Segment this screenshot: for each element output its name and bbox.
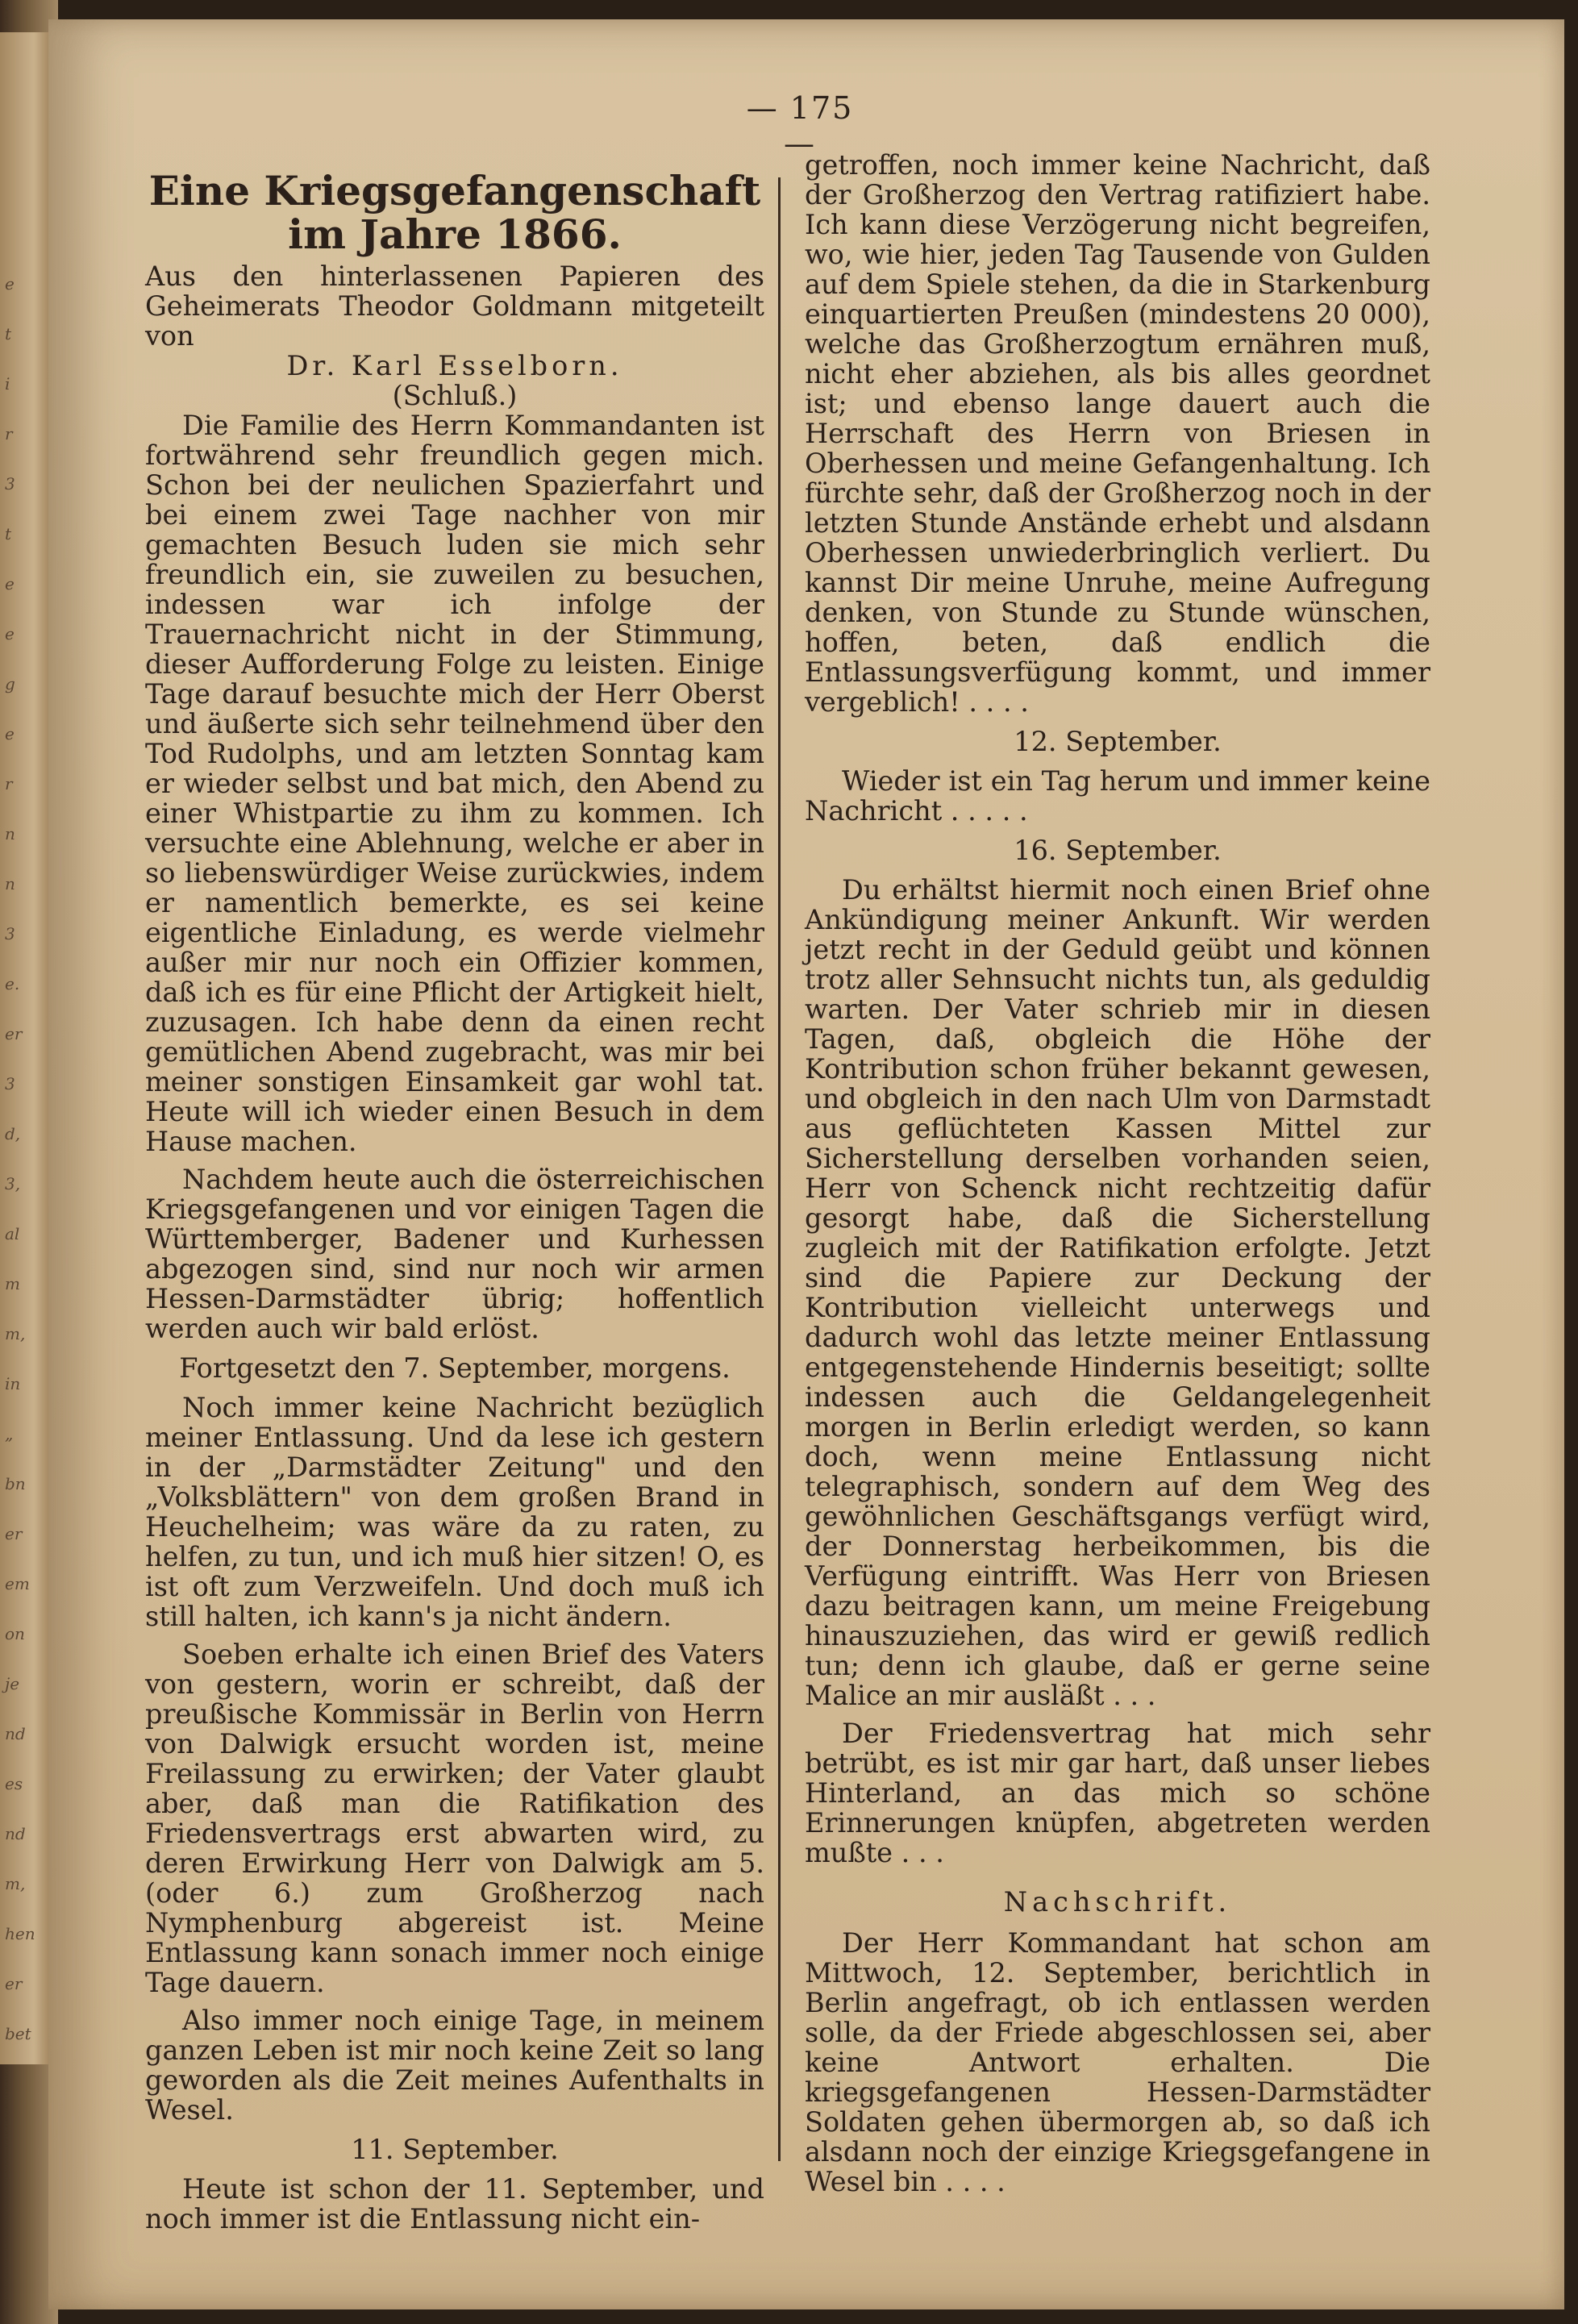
facing-page-fragment: es (5, 1774, 23, 1793)
facing-page-fragment: e (5, 274, 15, 294)
facing-page-fragment: e (5, 624, 15, 643)
facing-page-fragment: 3 (5, 1074, 15, 1093)
date-heading-sept16: 16. September. (1014, 835, 1222, 866)
facing-page-fragment: nd (5, 1724, 26, 1743)
facing-page-fragment: 3 (5, 924, 15, 943)
facing-page-fragment: g (5, 674, 15, 693)
facing-page-fragment: 3 (5, 474, 15, 494)
date-heading-sept7: Fortgesetzt den 7. September, morgens. (179, 1352, 731, 1384)
facing-page-fragment: er (5, 1024, 23, 1043)
page-number: — 175 — (746, 90, 854, 161)
date-heading-sept11: 11. September. (351, 2134, 559, 2165)
paragraph: Noch immer keine Nachricht bezüglich meiner Entlassung. Und da lese ich gestern in der „Darmstädter Zeitung" und den „Volksblättern" von dem großen Brand in Heuchelheim; was wäre da zu raten, zu helfen, zu tun, und ich muß hier sitzen! O, es ist oft zum Verzweifeln. Und doch muß ich still halten, ich kann's ja nicht ändern. (145, 1392, 764, 1632)
facing-page-fragment: 3, (5, 1174, 21, 1193)
book-page (48, 19, 1564, 2309)
postscript-paragraph: Der Herr Kommandant hat schon am Mittwoch, 12. September, berichtlich in Berlin angefragt, ob ich entlassen werden solle, da der Friede abgeschlossen sei, aber keine Antwort erhalten. Die kriegsgefangenen Hessen-Darmstädter Soldaten gehen übermorgen ab, so daß ich alsdann noch der einzige Kriegsgefangene in Wesel bin . . . . (805, 1927, 1430, 2197)
paragraph: Soeben erhalte ich einen Brief des Vaters von gestern, worin er schreibt, daß der preußische Kommissär in Berlin von Herrn von Dalwigk ersucht worden ist, meine Freilassung zu erwirken; der Vater glaubt aber, daß man die Ratifikation des Friedensvertrags erst abwarten wird, zu deren Erwirkung Herr von Dalwigk am 5. (oder 6.) zum Großherzog nach Nymphenburg abgereist ist. Meine Entlassung kann sonach immer noch einige Tage dauern. (145, 1639, 764, 1998)
facing-page-fragment: je (5, 1674, 20, 1693)
facing-page-fragment: m, (5, 1874, 26, 1893)
facing-page-fragment: bet (5, 2024, 31, 2043)
facing-page-fragment: „ (5, 1424, 14, 1443)
facing-page-fragment: e (5, 574, 15, 593)
facing-page-fragment: r (5, 774, 13, 793)
postscript-heading: Nachschrift. (1003, 1886, 1232, 1918)
column-divider (778, 177, 781, 2161)
paragraph: Die Familie des Herrn Kommandanten ist fortwährend sehr freundlich gegen mich. Schon bei der neulichen Spazierfahrt und bei einem zwei Tage nachher von mir gemachten Besuch luden sie mich sehr freundlich ein, sie zuweilen zu besuchen, indessen war ich infolge der Trauernachricht nicht in der Stimmung, dieser Aufforderung Folge zu leisten. Einige Tage darauf besuchte mich der Herr Oberst und äußerte sich sehr teilnehmend über den Tod Rudolphs, und am letzten Sonntag kam er wieder selbst und bat mich, den Abend zu einer Whistpartie zu ihm zu kommen. Ich versuchte eine Ablehnung, welche er aber in so liebenswürdiger Weise zurückwies, indem er namentlich bemerkte, es sei keine eigentliche Einladung, es werde vielmehr außer mir nur noch ein Offizier kommen, daß ich es für eine Pflicht der Artigkeit hielt, zuzusagen. Ich habe denn da einen recht gemütlichen Abend zugebracht, was mir bei meiner sonstigen Einsamkeit gar wohl tat. Heute will ich wieder einen Besuch in dem Hause machen. (145, 410, 764, 1157)
facing-page-fragment: n (5, 874, 15, 893)
facing-page-fragment: e (5, 724, 15, 743)
facing-page-fragment: i (5, 374, 10, 394)
facing-page-fragment: e. (5, 974, 20, 993)
facing-page-edge (0, 32, 48, 2064)
facing-page-fragment: al (5, 1224, 20, 1243)
facing-page-fragment: t (5, 524, 12, 544)
paragraph: Wieder ist ein Tag herum und immer keine Nachricht . . . . . (805, 765, 1430, 827)
left-column (145, 169, 764, 2234)
facing-page-fragment: m (5, 1274, 20, 1293)
paragraph-continued: getroffen, noch immer keine Nachricht, daß der Großherzog den Vertrag ratifiziert habe. Ich kann diese Verzögerung nicht begreifen, wo, wie hier, jeden Tag Tausende von Gulden auf dem Spiele stehen, da die in Starkenburg einquartierten Preußen (mindestens 20 000), welche das Großherzogtum ernähren muß, nicht eher abziehen, als bis alles geordnet ist; und ebenso lange dauert auch die Herrschaft des Herrn von Briesen in Oberhessen und meine Gefangenhaltung. Ich fürchte sehr, daß der Großherzog noch in der letzten Stunde Anstände erhebt und alsdann Oberhessen unwiederbringlich verliert. Du kannst Dir meine Unruhe, meine Aufregung denken, von Stunde zu Stunde wünschen, hoffen, beten, daß endlich die Entlassungsverfügung kommt, und immer vergeblich! . . . . (805, 149, 1430, 718)
facing-page-fragment: bn (5, 1474, 26, 1493)
paragraph: Du erhältst hiermit noch einen Brief ohne Ankündigung meiner Ankunft. Wir werden jetzt recht in der Geduld geübt und können trotz aller Sehnsucht nichts tun, als geduldig warten. Der Vater schrieb mir in diesen Tagen, daß, obgleich die Höhe der Kontribution schon früher bekannt gewesen, und obgleich in den nach Ulm von Darmstadt aus geflüchteten Kassen Mittel zur Sicherstellung derselben vorhanden seien, Herr von Schenck nicht rechtzeitig dafür gesorgt habe, daß die Sicherstellung zugleich mit der Ratifikation erfolgte. Jetzt sind die Papiere zur Deckung der Kontribution vielleicht unterwegs und dadurch wohl das letzte meiner Entlassung entgegenstehende Hindernis beseitigt; sollte indessen auch die Geldangelegenheit morgen in Berlin erledigt werden, so kann doch, wenn meine Entlassung nicht telegraphisch, sondern auf dem Weg des gewöhnlichen Geschäftsgangs verfügt wird, der Donnerstag herbeikommen, bis die Verfügung eintrifft. Was Herr von Briesen dazu beitragen kann, um meine Freigebung hinauszuziehen, das wird er gewiß redlich tun; denn ich glaube, daß er gerne seine Malice an mir ausläßt . . . (805, 874, 1430, 1711)
facing-page-fragment: r (5, 424, 13, 444)
paragraph: Der Friedensvertrag hat mich sehr betrübt, es ist mir gar hart, daß unser liebes Hinterland, an das mich so schöne Erinnerungen knüpfen, abgetreten werden mußte . . . (805, 1718, 1430, 1868)
paragraph: Also immer noch einige Tage, in meinem ganzen Leben ist mir noch keine Zeit so lang geworden als die Zeit meines Aufenthalts in Wesel. (145, 2005, 764, 2126)
facing-page-fragment: er (5, 1974, 23, 1993)
facing-page-fragment: hen (5, 1924, 35, 1943)
facing-page-fragment: er (5, 1524, 23, 1543)
facing-page-fragment: nd (5, 1824, 26, 1843)
right-column (805, 150, 1430, 2197)
article-author: Dr. Karl Esselborn. (286, 350, 623, 381)
facing-page-fragment: on (5, 1624, 25, 1643)
date-heading-sept12: 12. September. (1014, 726, 1222, 757)
facing-page-fragment: n (5, 824, 15, 843)
facing-page-fragment: m, (5, 1324, 26, 1343)
article-title: Eine Kriegsgefangenschaft im Jahre 1866. (148, 167, 761, 258)
paragraph: Nachdem heute auch die österreichischen Kriegsgefangenen und vor einigen Tagen die Württemberger, Badener und Kurhessen abgezogen sind, sind nur noch wir armen Hessen-Darmstädter übrig; hoffentlich werden auch wir bald erlöst. (145, 1164, 764, 1344)
facing-page-fragment: t (5, 324, 12, 344)
facing-page-fragment: em (5, 1574, 30, 1593)
facing-page-fragment: in (5, 1374, 21, 1393)
article-note: (Schluß.) (392, 380, 518, 411)
article-byline: Aus den hinterlassenen Papieren des Geheimerats Theodor Goldmann mitgeteilt von (145, 260, 764, 352)
paragraph: Heute ist schon der 11. September, und noch immer ist die Entlassung nicht ein- (145, 2173, 764, 2234)
facing-page-fragment: d, (5, 1124, 21, 1143)
